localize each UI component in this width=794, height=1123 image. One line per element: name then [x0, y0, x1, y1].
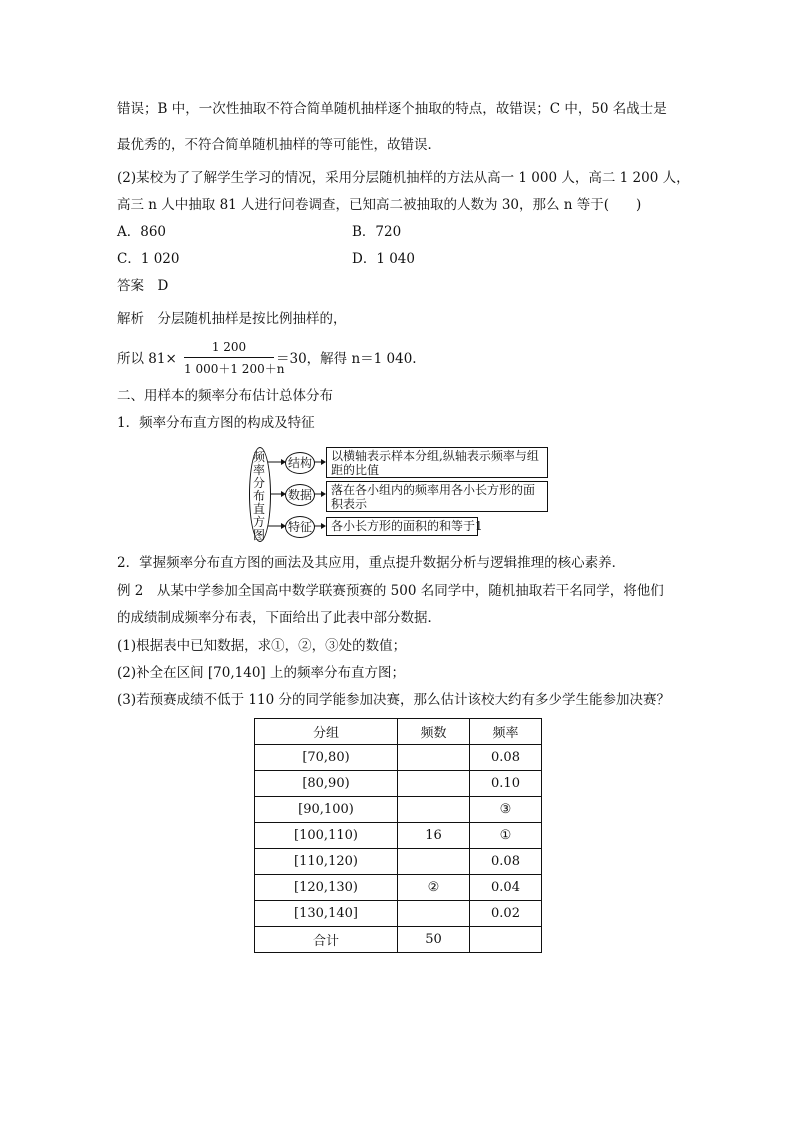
option-b: B．720 [352, 224, 402, 240]
example-2-q3: (3)若预赛成绩不低于 110 分的同学能参加决赛，那么估计该校大约有多少学生能参加决赛？ [117, 692, 670, 708]
cell-group: [110,120) [255, 849, 398, 875]
option-a: A．860 [117, 224, 167, 240]
cell-frequency [470, 927, 542, 953]
cell-frequency: 0.02 [470, 901, 542, 927]
cell-count [398, 745, 470, 771]
header-count: 频数 [398, 719, 470, 745]
cell-count: 50 [398, 927, 470, 953]
center-label [249, 451, 269, 542]
cell-group: [100,110) [255, 823, 398, 849]
frequency-table [254, 718, 542, 953]
center-char: 方 [252, 515, 265, 529]
formula-prefix: 所以 81× [117, 351, 177, 367]
center-char: 布 [252, 489, 265, 503]
table-row [255, 745, 542, 771]
cell-frequency: ① [470, 823, 542, 849]
cell-group: [90,100) [255, 797, 398, 823]
center-char: 分 [252, 476, 265, 490]
table-row [255, 823, 542, 849]
cell-group: [70,80) [255, 745, 398, 771]
cell-group: 合计 [255, 927, 398, 953]
example-2-line-2: 的成绩制成频率分布表，下面给出了此表中部分数据． [117, 610, 441, 626]
cell-frequency: ③ [470, 797, 542, 823]
cell-group: [120,130) [255, 875, 398, 901]
cell-group: [80,90) [255, 771, 398, 797]
center-char: 频 [252, 450, 265, 464]
node-label-data: 数据 [287, 487, 312, 502]
point-2: 2．掌握频率分布直方图的画法及其应用，重点提升数据分析与逻辑推理的核心素养． [117, 555, 626, 571]
table-row [255, 849, 542, 875]
node-box-structure: 以横轴表示样本分组,纵轴表示频率与组距的比值 [326, 447, 548, 478]
center-char: 直 [252, 502, 265, 516]
cell-count: 16 [398, 823, 470, 849]
table-row [255, 797, 542, 823]
cell-count [398, 849, 470, 875]
node-label-structure: 结构 [287, 455, 312, 470]
table-total-row [255, 927, 542, 953]
cell-group: [130,140] [255, 901, 398, 927]
table-row [255, 771, 542, 797]
cell-frequency: 0.08 [470, 849, 542, 875]
analysis-line: 解析 分层随机抽样是按比例抽样的， [117, 311, 347, 327]
table-row [255, 875, 542, 901]
example-2-line-1: 例 2 从某中学参加全国高中数学联赛预赛的 500 名同学中，随机抽取若干名同学，将他们 [117, 583, 664, 599]
table-header-row [255, 719, 542, 745]
option-c: C．1 020 [117, 251, 180, 267]
question-2-line-1: (2)某校为了了解学生学习的情况，采用分层随机抽样的方法从高一 1 000 人，高二 1 200 人， [117, 170, 690, 186]
example-2-q1: (1)根据表中已知数据，求①，②，③处的数值； [117, 638, 407, 654]
intro-line-2: 最优秀的，不符合简单随机抽样的等可能性，故错误． [117, 137, 441, 153]
cell-count [398, 901, 470, 927]
question-2-line-2: 高三 n 人中抽取 81 人进行问卷调查，已知高二被抽取的人数为 30，那么 n 等于( ) [117, 197, 642, 213]
node-box-feature: 各小长方形的面积的和等于1 [326, 517, 478, 536]
cell-count [398, 771, 470, 797]
section-heading: 二、用样本的频率分布估计总体分布 [117, 388, 333, 404]
node-box-data: 落在各小组内的频率用各小长方形的面积表示 [326, 481, 548, 512]
cell-count: ② [398, 875, 470, 901]
point-1: 1．频率分布直方图的构成及特征 [117, 415, 315, 431]
cell-count [398, 797, 470, 823]
cell-frequency: 0.10 [470, 771, 542, 797]
option-d: D．1 040 [352, 251, 415, 267]
example-2-q2: (2)补全在区间 [70,140] 上的频率分布直方图； [117, 665, 405, 681]
intro-line-1: 错误；B 中，一次性抽取不符合简单随机抽样逐个抽取的特点，故错误；C 中，50 名战士是 [117, 101, 667, 117]
node-label-feature: 特征 [287, 519, 312, 534]
header-frequency: 频率 [470, 719, 542, 745]
cell-frequency: 0.04 [470, 875, 542, 901]
center-char: 图 [252, 528, 265, 542]
header-group: 分组 [255, 719, 398, 745]
formula-suffix: ＝30，解得 n＝1 040. [276, 351, 417, 367]
formula-numerator: 1 200 [211, 340, 247, 354]
table-row [255, 901, 542, 927]
center-char: 率 [252, 463, 265, 477]
answer-line: 答案 D [117, 278, 169, 294]
formula-denominator: 1 000＋1 200＋n [184, 362, 285, 376]
cell-frequency: 0.08 [470, 745, 542, 771]
